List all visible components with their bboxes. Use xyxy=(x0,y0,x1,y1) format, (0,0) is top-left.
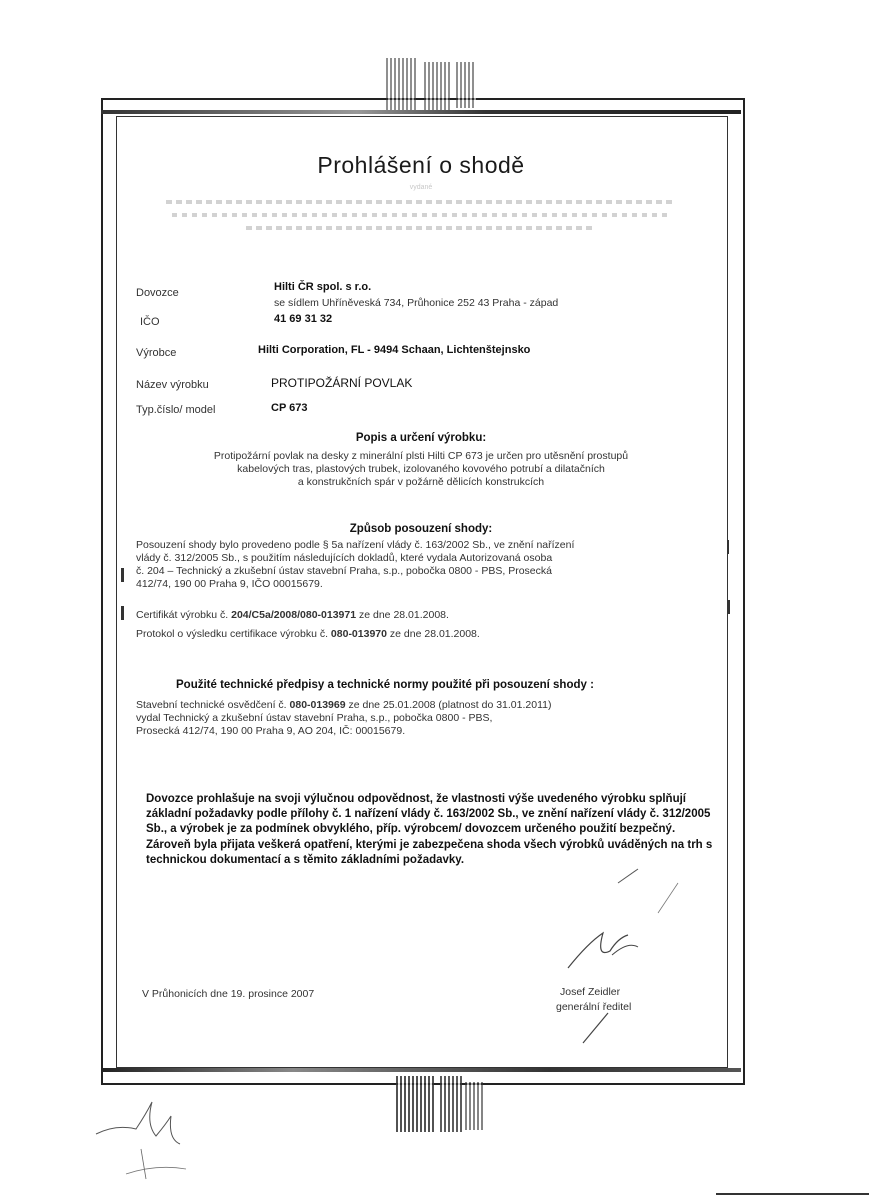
norms-line1-suffix: ze dne 25.01.2008 (platnost do 31.01.2011) xyxy=(348,699,552,711)
description-heading: Popis a určení výrobku: xyxy=(355,432,487,444)
description-line: a konstrukčních spár v požárně dělicích konstrukcích xyxy=(297,476,545,488)
norms-text xyxy=(136,699,721,738)
protocol-line xyxy=(136,628,480,640)
model-value: CP 673 xyxy=(271,402,308,414)
scan-edge-line xyxy=(716,1193,869,1195)
signature-scribble xyxy=(548,863,698,1053)
norms-heading: Použité technické předpisy a technické normy použité při posouzení shody : xyxy=(176,679,594,691)
top-stamp-right xyxy=(456,62,476,108)
norms-line: Prosecká 412/74, 190 00 Praha 9, AO 204, IČ: 00015679. xyxy=(136,725,406,737)
margin-mark-right-2 xyxy=(728,600,730,614)
certificate-number: 204/C5a/2008/080-013971 xyxy=(231,609,357,621)
signatory-title: generální ředitel xyxy=(556,1001,632,1013)
top-stamp-left xyxy=(386,58,416,110)
norms-line1-prefix: Stavební technické osvědčení č. xyxy=(136,699,287,711)
importer-label: Dovozce xyxy=(136,287,179,299)
norms-line: vydal Technický a zkušební ústav stavební Praha, s.p., pobočka 0800 - PBS, xyxy=(136,712,493,724)
top-stamp-mid xyxy=(424,62,450,110)
description-text xyxy=(116,450,726,489)
certificate-suffix: ze dne 28.01.2008. xyxy=(359,609,449,621)
bottom-stamp-left xyxy=(396,1076,434,1132)
protocol-suffix: ze dne 28.01.2008. xyxy=(389,628,480,640)
product-name-value: PROTIPOŽÁRNÍ POVLAK xyxy=(271,376,413,390)
norms-line1-number: 080-013969 xyxy=(289,699,346,711)
certificate-prefix: Certifikát výrobku č. xyxy=(136,609,229,621)
protocol-number: 080-013970 xyxy=(330,628,387,640)
product-name-label: Název výrobku xyxy=(136,379,209,391)
norms-line xyxy=(136,699,721,712)
model-label: Typ.číslo/ model xyxy=(136,404,216,416)
header-faint-line: vydané xyxy=(409,184,433,191)
margin-mark-right-1 xyxy=(727,540,729,554)
importer-address: se sídlem Uhříněveská 734, Průhonice 252 43 Praha - západ xyxy=(274,297,559,309)
bottom-border-bar xyxy=(101,1068,741,1072)
assessment-heading: Způsob posouzení shody: xyxy=(349,523,493,535)
description-line: Protipožární povlak na desky z minerální plsti Hilti CP 673 je určen pro utěsnění prostupů xyxy=(213,450,629,462)
margin-mark-left-2 xyxy=(121,606,124,620)
assessment-line: 412/74, 190 00 Praha 9, IČO 00015679. xyxy=(136,578,323,590)
manufacturer-label: Výrobce xyxy=(136,347,177,359)
top-border-bar xyxy=(101,110,741,114)
protocol-prefix: Protokol o výsledku certifikace výrobku č. xyxy=(136,628,328,640)
declaration-text: Dovozce prohlašuje na svoji výlučnou odpovědnost, že vlastnosti výše uvedeného výrobku splňují základní požadavky podle přílohy č. 1 nařízení vlády č. 163/2002 Sb., ve znění nařízení vlády č. 312/2005 Sb., a výrobek je za podmínek obvyklého, příp. výrobcem/ dovozcem určeného použití bezpečný. Zároveň byla přijata veškerá opatření, kterými je zabezpečena shoda všech výrobků uváděných na trh s technickou dokumentací a s těmito základními požadavky. xyxy=(146,793,713,866)
bottom-stamp-right xyxy=(465,1082,483,1130)
faded-header-text xyxy=(166,196,676,236)
margin-mark-left-1 xyxy=(121,568,124,582)
ico-value: 41 69 31 32 xyxy=(274,313,333,325)
signatory-name: Josef Zeidler xyxy=(560,986,621,998)
description-line: kabelových tras, plastových trubek, izolovaného kovového potrubí a dilatačních xyxy=(237,463,605,475)
handwritten-initials xyxy=(86,1094,216,1184)
assessment-line: č. 204 – Technický a zkušební ústav stavební Praha, s.p., pobočka 0800 - PBS, Prosecká xyxy=(136,565,552,577)
importer-name: Hilti ČR spol. s r.o. xyxy=(274,281,372,293)
certificate-line xyxy=(136,609,449,621)
place-date: V Průhonicích dne 19. prosince 2007 xyxy=(142,988,315,1000)
assessment-text xyxy=(136,539,721,591)
manufacturer-value: Hilti Corporation, FL - 9494 Schaan, Lichtenštejnsko xyxy=(258,344,531,356)
page-title: Prohlášení o shodě xyxy=(317,152,525,178)
bottom-stamp-mid xyxy=(440,1076,462,1132)
assessment-line: Posouzení shody bylo provedeno podle § 5a nařízení vlády č. 163/2002 Sb., ve znění nařízení xyxy=(136,539,575,551)
ico-label: IČO xyxy=(140,316,160,328)
assessment-line: vlády č. 312/2005 Sb., s použitím následujících dokladů, které vydala Autorizovaná osoba xyxy=(136,552,553,564)
